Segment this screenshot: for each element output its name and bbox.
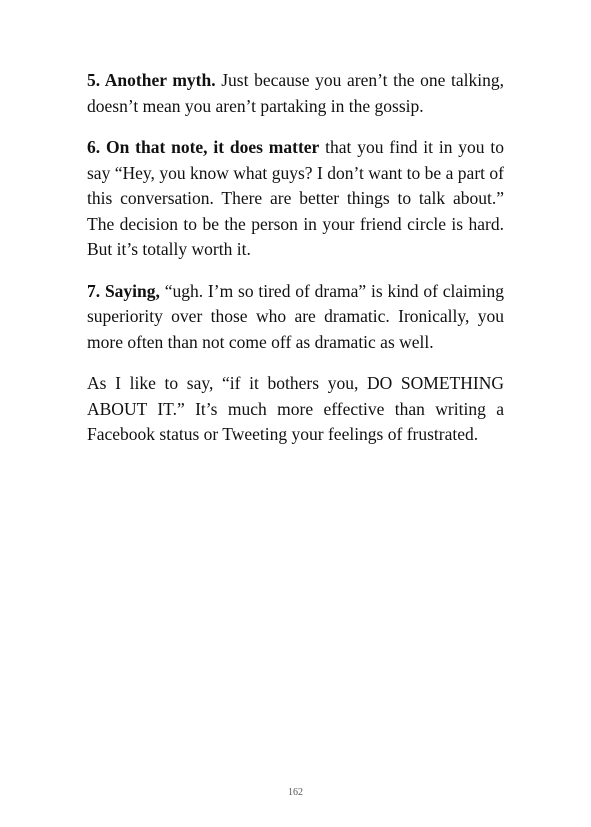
paragraph-6	[87, 135, 504, 263]
paragraph-7-body: “ugh. I’m so tired of drama” is kind of claiming superiority over those who are dramatic. Ironically, you more often than not come off as dramatic as well.	[87, 280, 504, 352]
paragraph-7	[87, 279, 504, 356]
paragraph-7-lead: 7. Saying,	[87, 280, 160, 301]
page-number: 162	[288, 787, 303, 798]
paragraph-6-body: that you find it in you to say “Hey, you know what guys? I don’t want to be a part of this conversation. There are better things to talk about.” The decision to be the person in your friend circle is hard. But it’s totally worth it.	[87, 137, 504, 259]
paragraph-6-lead: 6. On that note, it does matter	[87, 137, 320, 157]
paragraph-closing-body: As I like to say, “if it bothers you, DO SOMETHING ABOUT IT.” It’s much more effective than writing a Facebook status or Tweeting your feelings of frustrated.	[87, 373, 504, 444]
paragraph-5	[87, 68, 504, 119]
paragraph-5-body: Just because you aren’t the one talking, doesn’t mean you aren’t partaking in the gossip.	[87, 70, 504, 116]
paragraph-5-lead: 5. Another myth.	[87, 70, 216, 90]
paragraph-closing	[87, 371, 504, 448]
page-content	[87, 68, 504, 464]
